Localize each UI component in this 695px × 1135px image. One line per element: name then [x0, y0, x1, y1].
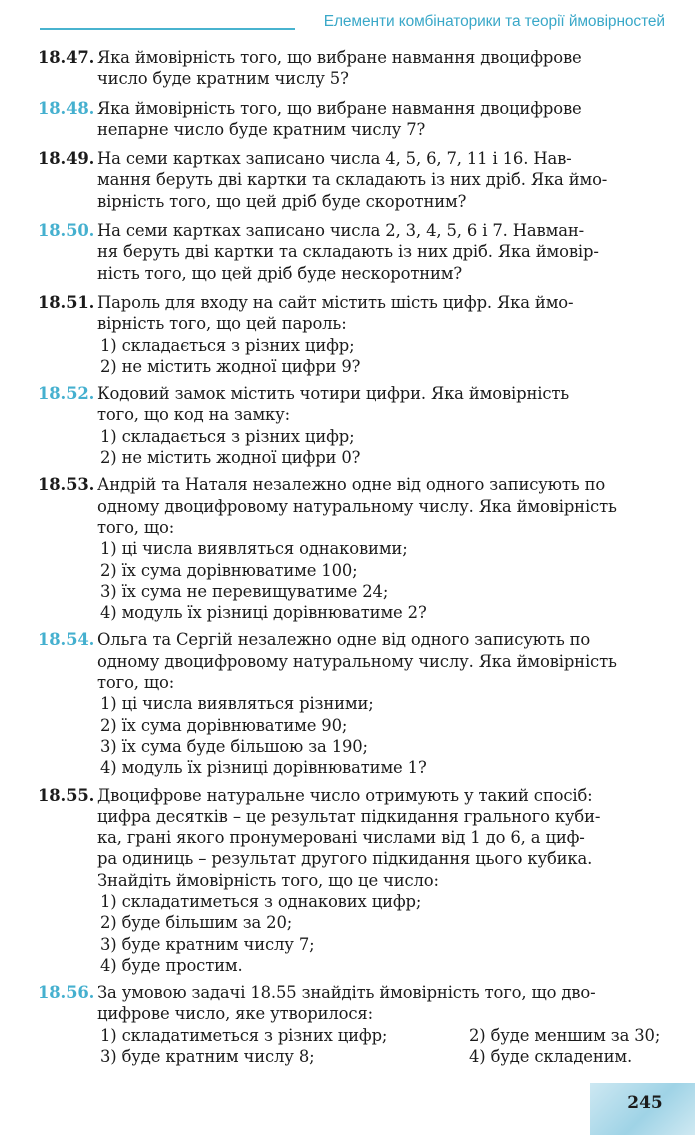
problem-18-52: [38, 383, 664, 468]
problem-line: того, що код на замку:: [97, 405, 291, 425]
problem-18-54: [38, 629, 664, 778]
sub-item: 4) буде складеним.: [469, 1047, 633, 1067]
problem-line: вірність того, що цей дріб буде скоротним?: [97, 191, 467, 211]
problem-18-50: [38, 220, 664, 284]
problem-line: цифрове число, яке утворилося:: [97, 1004, 373, 1024]
sub-item: 1) складається з різних цифр;: [100, 426, 355, 446]
sub-item: 2) не містить жодної цифри 9?: [100, 356, 361, 376]
problem-number: 18.48.: [38, 98, 95, 118]
problem-list: [38, 47, 664, 1075]
problem-number: 18.52.: [38, 384, 95, 404]
sub-item-row: [97, 1025, 664, 1046]
header-rule: [40, 28, 295, 30]
problem-number: 18.55.: [38, 785, 95, 805]
problem-18-55: [38, 785, 664, 977]
sub-item: 4) буде простим.: [100, 955, 243, 975]
problem-number: 18.49.: [38, 149, 95, 169]
sub-item: 3) їх сума не перевищуватиме 24;: [100, 581, 389, 601]
section-title: Елементи комбінаторики та теорії ймовірностей: [323, 13, 665, 30]
problem-line: Яка ймовірність того, що вибране навмання двоцифрове: [97, 48, 582, 67]
problem-number: 18.56.: [38, 983, 95, 1003]
problem-line: ка, грані якого пронумеровані числами від 1 до 6, а циф-: [97, 828, 585, 848]
problem-18-47: [38, 47, 664, 90]
sub-item: 1) складається з різних цифр;: [100, 335, 355, 355]
sub-item: 3) їх сума буде більшою за 190;: [100, 736, 368, 756]
problem-line: Кодовий замок містить чотири цифри. Яка ймовірність: [97, 384, 570, 404]
problem-line: ра одиниць – результат другого підкидання цього кубика.: [97, 849, 593, 869]
problem-line: число буде кратним числу 5?: [97, 69, 349, 89]
sub-item: 2) не містить жодної цифри 0?: [100, 448, 361, 468]
problem-line: Ольга та Сергій незалежно одне від одного записують по: [97, 630, 591, 650]
problem-line: того, що:: [97, 673, 175, 693]
problem-number: 18.51.: [38, 292, 95, 312]
problem-line: вірність того, що цей пароль:: [97, 314, 347, 334]
problem-line: непарне число буде кратним числу 7?: [97, 119, 426, 139]
problem-number: 18.53.: [38, 475, 95, 495]
sub-item: 2) буде меншим за 30;: [469, 1025, 661, 1045]
sub-item: 2) їх сума дорівнюватиме 90;: [100, 715, 348, 735]
sub-item: 4) модуль їх різниці дорівнюватиме 2?: [100, 603, 427, 623]
problem-number: 18.54.: [38, 630, 95, 650]
problem-line: Пароль для входу на сайт містить шість цифр. Яка ймо-: [97, 292, 574, 312]
sub-item: 2) їх сума дорівнюватиме 100;: [100, 560, 358, 580]
problem-line: Яка ймовірність того, що вибране навмання двоцифрове: [97, 98, 582, 118]
problem-number: 18.50.: [38, 221, 95, 241]
sub-item: 3) буде кратним числу 8;: [100, 1047, 315, 1067]
sub-item: 2) буде більшим за 20;: [100, 913, 293, 933]
problem-line: ня беруть дві картки та складають із них дріб. Яка ймовір-: [97, 242, 599, 262]
sub-item-row: [97, 1046, 664, 1067]
problem-line: На семи картках записано числа 4, 5, 6, 7, 11 і 16. Нав-: [97, 149, 572, 169]
problem-18-56: [38, 982, 664, 1067]
problem-line: Двоцифрове натуральне число отримують у такий спосіб:: [97, 785, 593, 805]
problem-line: мання беруть дві картки та складають із них дріб. Яка ймо-: [97, 170, 608, 190]
sub-item: 3) буде кратним числу 7;: [100, 934, 315, 954]
problem-number: 18.47.: [38, 48, 95, 67]
sub-item: 1) ці числа виявляться різними;: [100, 694, 374, 714]
problem-line: На семи картках записано числа 2, 3, 4, 5, 6 і 7. Навман-: [97, 221, 584, 241]
problem-line: Андрій та Наталя незалежно одне від одного записують по: [97, 475, 606, 495]
problem-line: ність того, що цей дріб буде нескоротним?: [97, 263, 463, 283]
problem-line: За умовою задачі 18.55 знайдіть ймовірність того, що дво-: [97, 983, 596, 1003]
problem-18-51: [38, 292, 664, 377]
problem-line: одному двоцифровому натуральному числу. Яка ймовірність: [97, 651, 617, 671]
page-header: [0, 0, 695, 40]
sub-item: 1) ці числа виявляться однаковими;: [100, 539, 408, 559]
sub-item: 1) складатиметься з однакових цифр;: [100, 891, 422, 911]
sub-item: 4) модуль їх різниці дорівнюватиме 1?: [100, 758, 427, 778]
problem-18-53: [38, 474, 664, 623]
sub-item: 1) складатиметься з різних цифр;: [100, 1025, 388, 1045]
problem-line: цифра десятків – це результат підкидання грального куби-: [97, 806, 601, 826]
problem-18-49: [38, 148, 664, 212]
page-number: 245: [627, 1093, 663, 1113]
problem-18-48: [38, 98, 664, 141]
problem-line: того, що:: [97, 517, 175, 537]
problem-line: Знайдіть ймовірність того, що це число:: [97, 870, 439, 890]
problem-line: одному двоцифровому натуральному числу. Яка ймовірність: [97, 496, 617, 516]
